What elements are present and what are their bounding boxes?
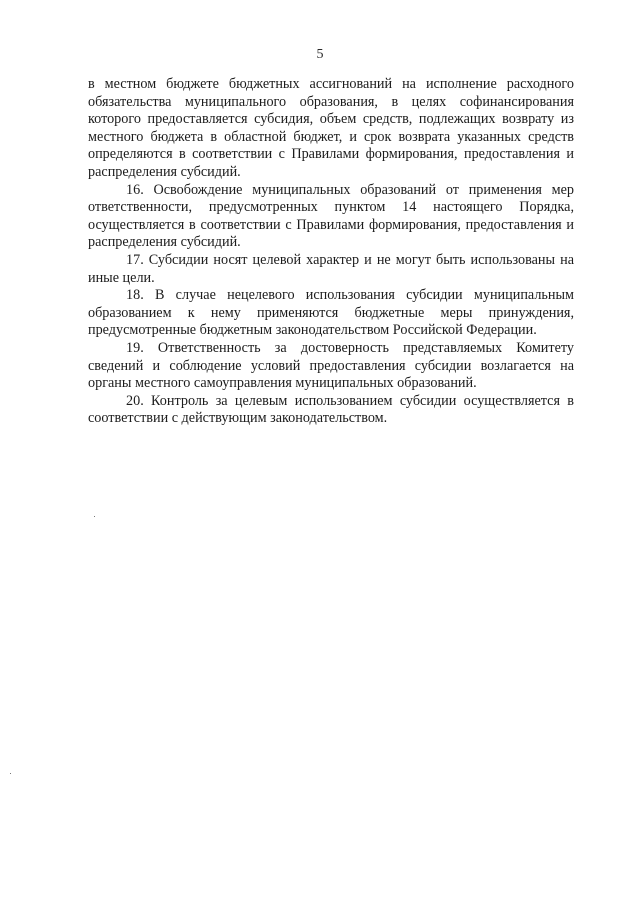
paragraph-19: 19. Ответственность за достоверность представляемых Комитету сведений и соблюдение условий предоставления субсидии возлагается на органы местного самоуправления муниципальных образований. xyxy=(88,339,574,392)
paragraph-18: 18. В случае нецелевого использования субсидии муниципальным образованием к нему применяются бюджетные меры принуждения, предусмотренные бюджетным законодательством Российской Федерации. xyxy=(88,287,574,339)
paragraph-20: 20. Контроль за целевым использованием субсидии осуществляется в соответствии с действующим законодательством. xyxy=(88,392,574,427)
paragraph-continuation: в местном бюджете бюджетных ассигнований на исполнение расходного обязательства муниципального образования, в целях софинансирования которого предоставляется субсидия, объем средств, подлежащих возврату из местного бюджета в областной бюджет, и срок возврата указанных средств определяются в соответствии с Правилами формирования, предоставления и распределения субсидий. xyxy=(88,76,574,180)
scan-speck xyxy=(94,516,95,517)
page-number: 5 xyxy=(316,47,324,62)
paragraph-17: 17. Субсидии носят целевой характер и не могут быть использованы на иные цели. xyxy=(88,251,574,286)
scan-speck xyxy=(10,773,11,774)
paragraph-16: 16. Освобождение муниципальных образований от применения мер ответственности, предусмотренных пунктом 14 настоящего Порядка, осуществляется в соответствии с Правилами формирования, предоставления и распределения субсидий. xyxy=(88,181,574,251)
document-body xyxy=(88,76,574,428)
